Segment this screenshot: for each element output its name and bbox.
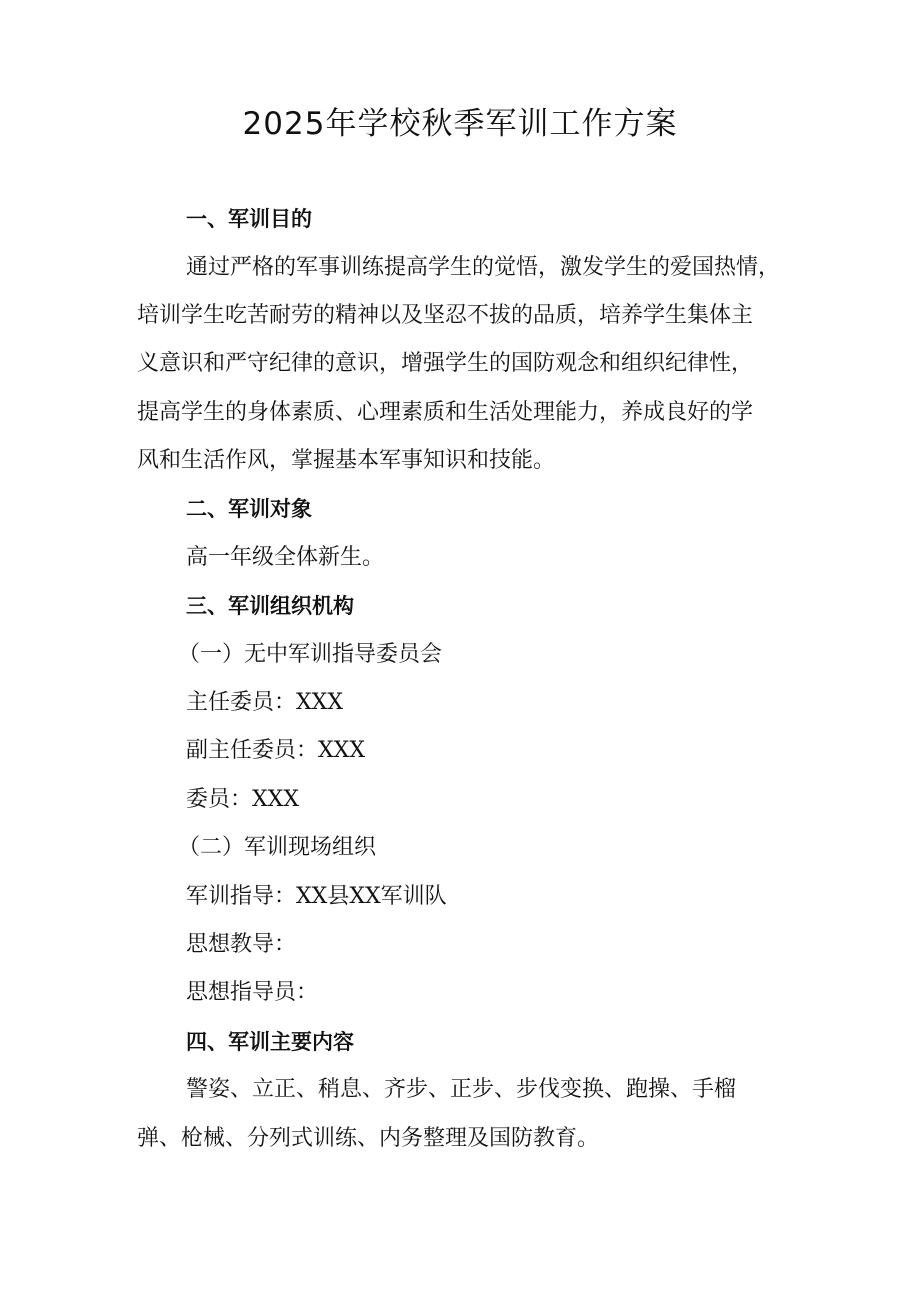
subsection-heading: （一）无中军训指导委员会	[178, 642, 443, 667]
paragraph-line: 风和生活作风，掌握基本军事知识和技能。	[137, 448, 556, 473]
paragraph-line: 义意识和严守纪律的意识，增强学生的国防观念和组织纪律性，	[137, 351, 754, 376]
paragraph-line: 高一年级全体新生。	[186, 545, 385, 570]
paragraph-line: 警姿、立正、稍息、齐步、正步、步伐变换、跑操、手榴	[186, 1077, 737, 1102]
section-heading-target: 二、军训对象	[186, 497, 312, 521]
paragraph-line: 培训学生吃苦耐劳的精神以及坚忍不拔的品质，培养学生集体主	[137, 303, 754, 328]
list-item: 思想指导员：	[186, 980, 319, 1005]
subsection-heading: （二）军训现场组织	[178, 835, 377, 860]
list-item: 副主任委员：XXX	[186, 738, 365, 763]
list-item: 委员：XXX	[186, 787, 299, 812]
section-heading-purpose: 一、军训目的	[186, 207, 312, 231]
document-title: 2025年学校秋季军训工作方案	[242, 106, 678, 142]
list-item: 主任委员：XXX	[186, 690, 343, 715]
list-item: 军训指导：XX县XX军训队	[186, 884, 447, 909]
paragraph-line: 弹、枪械、分列式训练、内务整理及国防教育。	[137, 1126, 600, 1151]
section-heading-content: 四、军训主要内容	[186, 1030, 354, 1054]
paragraph-line: 通过严格的军事训练提高学生的觉悟，激发学生的爱国热情，	[186, 255, 781, 280]
section-heading-organization: 三、军训组织机构	[186, 594, 354, 618]
paragraph-line: 提高学生的身体素质、心理素质和生活处理能力，养成良好的学	[137, 400, 754, 425]
list-item: 思想教导：	[186, 932, 297, 957]
